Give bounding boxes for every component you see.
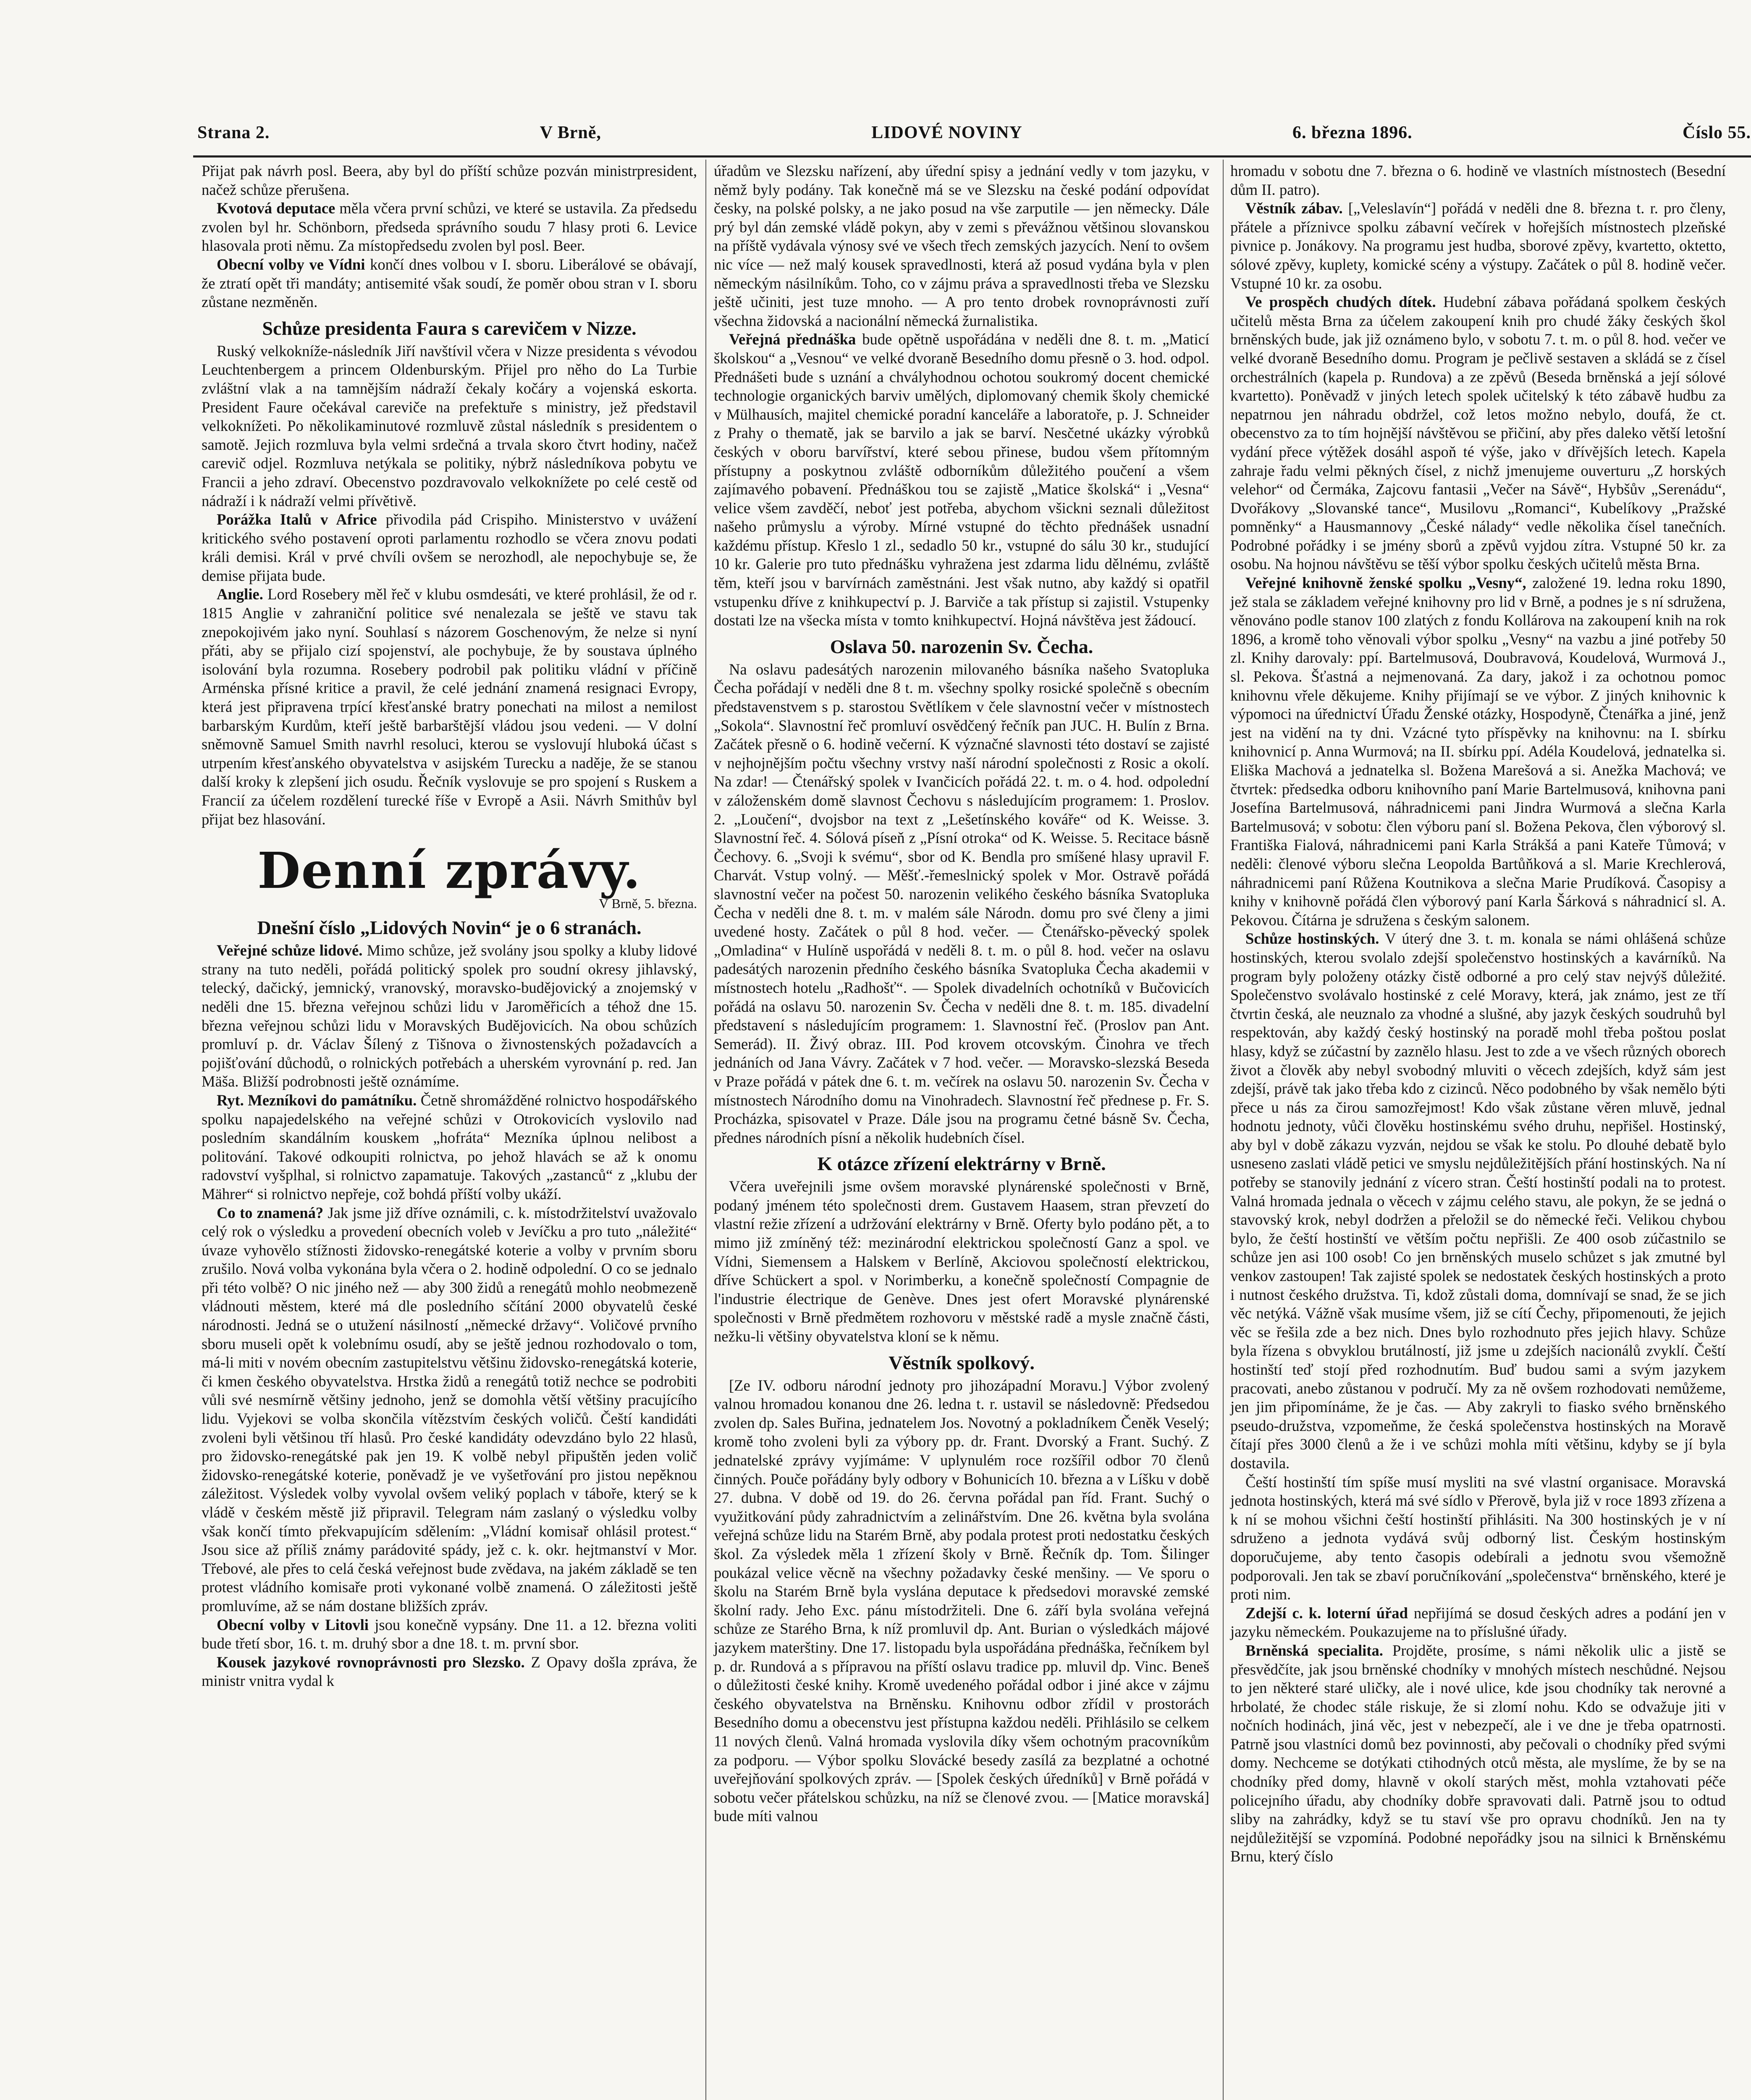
article-paragraph: hromadu v sobotu dne 7. března o 6. hodině ve vlastních místnostech (Besední dům II. patro).	[1230, 162, 1726, 198]
article-paragraph	[714, 330, 1209, 630]
article-headline: Schůze presidenta Faura s carevičem v Nizze.	[262, 317, 637, 339]
city: V Brně,	[540, 123, 601, 142]
article-headline: Veřejné knihovně ženské spolku „Vesny“,	[1245, 574, 1526, 592]
article-text: jsou konečně vypsány. Dne 11. a 12. března voliti bude třetí sbor, 16. t. m. druhý sbor a dne 18. t. m. první sbor.	[202, 1616, 697, 1652]
article-paragraph	[202, 199, 697, 255]
article-paragraph	[1230, 1641, 1726, 1866]
article-text: bude opětně uspořádána v neděli dne 8. t. m. „Maticí školskou“ a „Vesnou“ ve velké dvoraně Besedního domu přesně o 3. hod. odpol. Přednášeti bude s uznání a chvályhodnou ochotou soukromý docent chemické technologie organických barviv umělých, diplomovaný chemik školy chemické v Mülhausích, majitel chemické poradní kanceláře a laboratoře, p. J. Schneider z Prahy o thematě, jak se barvilo a jak se barví. Nesčetné ukázky výrobků českých v oboru barvířství, které sebou přinese, budou všem přítomným přístupny a poskytnou zvláště odborníkům důležitého poučení a všem zajímavého pobavení. Přednáškou tou se zajistě „Matice školská“ i „Vesna“ velice všem zavděčí, neboť jest potřeba, abychom všickni seznali důležitost našeho průmyslu a výroby. Mírné vstupné do těchto přednášek usnadní každému přístup. Křeslo 1 zl., sedadlo 50 kr., vstupné do sálu 30 kr., studující 10 kr. Galerie pro tuto přednášku vyhražena jest zdarma lidu dělnému, zvláště těm, kteří jsou v barvírnách zaměstnáni. Jest však nutno, aby každý si opatřil vstupenku dříve z knihkupectví p. J. Barviče a tak přístup si zajistil. Vstupenky dostati lze na všecka místa v tomto knihkupectví. Hojná návštěva jest žádoucí.	[714, 331, 1210, 629]
article-paragraph	[202, 585, 697, 829]
article-text: přivodila pád Crispiho. Ministerstvo v uvážení kritického svého postavení oproti parlamentu rozhodlo se včera znovu podati králi demisi. Král v prvé chvíli ovšem se nerozhodl, ale nepochybuje se, že demise přijata bude.	[202, 511, 697, 584]
column-3	[1230, 162, 1726, 2100]
column-divider	[705, 160, 706, 2100]
article-headline: Obecní volby v Litovli	[217, 1616, 369, 1633]
article-paragraph	[202, 1653, 697, 1690]
article-paragraph	[202, 255, 697, 312]
article-paragraph	[202, 941, 697, 1091]
article-paragraph	[1230, 1604, 1726, 1641]
issue-date: 6. března 1896.	[1292, 123, 1413, 142]
article-headline: K otázce zřízení elektrárny v Brně.	[817, 1153, 1106, 1175]
article-paragraph: [Ze IV. odboru národní jednoty pro jihozápadní Moravu.] Výbor zvolený valnou hromadou konanou dne 26. ledna t. r. ustavil se následovně: Předsedou zvolen dp. Sales Buřina, jednatelem Jos. Novotný a pokladníkem Čeněk Veselý; kromě toho zvoleni byli za výbory pp. dr. Frant. Dvorský a Frant. Suchý. Z jednatelské zprávy vyjímáme: V uplynulém roce rozšířil odbor 70 členů činných. Pouče pořádány byly odbory v Bohunicích 10. března a v Líšku v době 27. dubna. V době od 19. do 26. června pořádal pan říd. Frant. Suchý o využitkování půdy zahradnictvím a zelinářstvím. Dne 26. května byla svolána veřejná schůze lidu na Starém Brně, aby podala protest proti nedostatku českých škol. Za výsledek měla 1 zřízení školy v Brně. Řečník dp. Tom. Šilinger poukázal velice věcně na všechny požadavky české menšiny. — Ve sporu o školu na Starém Brně byla vyslána deputace k předsedovi moravské zemské školní rady. Jeho Exc. pánu místodržiteli. Dne 6. září byla svolána veřejná schůze ze Starého Brna, k níž promluvil dp. Ant. Burian o výsledkách májové jazykem materštiny. Dne 17. listopadu byla uspořádána přednáška, řečníkem byl p. dr. Rundová a s přípravou na příští oslavu tradice pp. mluvil dp. Vinc. Beneš o důležitosti české knihy. Kromě uvedeného pořádal odbor i jiné akce v zájmu českého obyvatelstva na Brněnsku. Knihovnu odbor zřídil v prostorách Besedního domu a obecenstvu jest přístupna každou neděli. Přihlásilo se celkem 11 nových členů. Valná hromada vyslovila díky všem ochotným pracovníkům za podporu. — Výbor spolku Slovácké besedy zasílá za bezplatné a ochotné uveřejňování spolkových zpráv. — [Spolek českých úředníků] v Brně pořádá v sobotu večer přátelskou schůzku, na níž se členové zvou. — [Matice moravská] bude míti valnou	[714, 1376, 1209, 1825]
article-headline: Kvotová deputace	[217, 200, 336, 217]
article-headline: Ve prospěch chudých dítek.	[1245, 293, 1436, 311]
section-title: Denní zprávy.	[257, 841, 641, 900]
article-headline: Anglie.	[217, 585, 263, 603]
article-text: založené 19. ledna roku 1890, jež stala se základem veřejné knihovny pro lid v Brně, a podnes je s ní sdružena, věnováno podle stanov 100 zlatých z fondu Kollárova na zakoupení knih na rok 1896, a kromě toho věnovali výbor spolku „Vesny“ na vazbu a jiné potřeby 50 zl. Knihy darovaly: ppí. Bartelmusová, Doubravová, Koudelová, Wurmová J., sl. Pekova. Šťastná a nejmenovaná. Za dary, jakož i za ochotnou pomoc knihovnu vřele děkujeme. Knihy přijímají se ve výbor. Z jiných knihovnic k výpomoci na úřednictví Úřadu Ženské otázky, Hospodyně, Čtenářka a jiné, jenž jest na vidění na ty dni. Vzácné tyto příspěvky na knihovnu: na I. sbírku knihovnicí p. Anna Wurmová; na II. sbírku ppí. Adéla Koudelová, jednatelka si. Eliška Machová a jednatelka sl. Božena Marešová a si. Anežka Machová; ve čtvrtek: předsedka odboru knihovního paní Marie Bartelmusová, knihovna pani Josefína Bartelmusová, náhradnicemi pani Jindra Wurmová a slečna Karla Bartelmusová; v sobotu: člen výboru paní sl. Božena Pekova, člen výborový sl. Františka Fialová, náhradnicemi pani Karla Strákšá a pani Kateře Tůmová; v neděli: členové výboru slečna Leopolda Bartůňková a sl. Marie Krechlerová, náhradnicemi paní Růžena Koutnikova a slečna Marie Prudíková. Časopisy a knihy v knihovně pořádá člen výborový paní Karla Šárková s náhradnicí sl. A. Pekovou. Čítárna je sdružena s českým salonem.	[1230, 574, 1726, 929]
column-divider	[1223, 160, 1224, 2100]
article-paragraph: Včera uveřejnili jsme ovšem moravské plynárenské společnosti v Brně, podaný jménem této společnosti drem. Gustavem Haasem, stran převzetí do vlastní režie zřízení a udržování elektrárny v Brně. Oferty bylo podáno pět, a to mimo již zmíněný též: mezinárodní elektrickou společností Ganz a spol. ve Vídni, Siemensem a Halskem v Berlíně, Akciovou společností elektrickou, dříve Schückert a spol. v Norimberku, a konečně společností Compagnie de l'industrie électrique de Genève. Dnes jest ofert Moravské plynárenské společnosti v Brně předmětem rozhovoru v městské radě a mysle značně části, nežku-li většiny obyvatelstva kloní se k němu.	[714, 1178, 1209, 1345]
article-headline: Veřejná přednáška	[729, 331, 856, 348]
article-text: Četně shromážděné rolnictvo hospodářského spolku napajedelského na veřejné schůzi v Otrokovicích vyslovilo nad posledním skandálním kouskem „hofráta“ Mezníka úplnou nelibost a politování. Takové odkoupiti rolnictva, po jehož hlavách se až k onomu radovství vyšplhal, si rolnictvo zapamatuje. Takových „zastanců“ z „klubu der Mährer“ si rolnictvo nepřeje, což bohdá příští volby ukáží.	[202, 1091, 697, 1202]
article-headline: Ryt. Mezníkovi do památníku.	[217, 1091, 417, 1109]
article-paragraph: Přijat pak návrh posl. Beera, aby byl do příští schůze pozván ministrpresident, načež schůze přerušena.	[202, 162, 697, 198]
article-paragraph: Na oslavu padesátých narozenin milovaného básníka našeho Svatopluka Čecha pořádají v neděli dne 8 t. m. všechny spolky rosické společně s obecním představenstvem s p. starostou Světlíkem v čele slavnostní večer v místnostech „Sokola“. Slavnostní řeč promluví osvědčený řečník pan JUC. H. Bulín z Brna. Začátek přesně o 6. hodině večerní. K význačné slavnosti této dostaví se zajisté v nejhojnějším počtu všechny vrstvy naší národní společnosti z Rosic a okolí. Na zdar! — Čtenářský spolek v Ivančicích pořádá 22. t. m. o 4. hod. odpolední v záloženském domě slavnost Čechovu s následujícím programem: 1. Proslov. 2. „Loučení“, dvojsbor na text z „Lešetínského kováře“ od K. Weisse. 3. Slavnostní řeč. 4. Sólová píseň z „Písní otroka“ od K. Weisse. 5. Recitace básně Čechovy. 6. „Svoji k svému“, sbor od K. Bendla pro smíšené hlasy upravil F. Charvát. Vstup volný. — Měšť.-řemeslnický spolek v Mor. Ostravě pořádá slavnostní večer na počest 50. narozenin velikého českého básníka Svatopluka Čecha v neděli dne 8. t. m. v malém sále Národn. domu pro své členy a jimi uvedené hosty. Začátek o půl 8 hod. večer. — Čtenářsko-pěvecký spolek „Omladina“ v Hulíně uspořádá v neděli 8. t. m. o půl 8. hod. večer na oslavu padesátých narozenin předního českého básníka Svatopluka Čecha akademii v místnostech hotelu „Radhošť“. — Spolek divadelních ochotníků v Bučovicích pořádá na oslavu 50. narozenin Sv. Čecha v neděli dne 8. t. m. 185. divadelní představení s následujícím programem: 1. Slavnostní řeč. (Proslov pan Ant. Semerád). II. Živý obraz. III. Pod krovem otcovským. Činohra ve třech jednáních od Jana Vávry. Začátek v 7 hod. večer. — Moravsko-slezská Beseda v Praze pořádá v pátek dne 6. t. m. večírek na oslavu 50. narozenin Sv. Čecha v místnostech Národního domu na Vinohradech. Slavnostní řeč přednese p. Fr. S. Procházka, spisovatel v Praze. Dále jsou na programu četné básně Sv. Čecha, přednes národních písní a několik hudebních čísel.	[714, 660, 1209, 1146]
article-paragraph	[1230, 199, 1726, 293]
article-headline: Dnešní číslo „Lidových Novin“ je o 6 stranách.	[257, 917, 642, 939]
article-text: [„Veleslavín“] pořádá v neděli dne 8. března t. r. pro členy, přátele a příznivce spolku zábavní večírek v hořejších místnostech plzeňské pivnice p. Jonákovy. Na programu jest hudba, sborové zpěvy, kvartetto, oktetto, sólové zpěvy, kuplety, komické scény a výstupy. Začátek o půl 8. hodině večer. Vstupné 10 kr. za osobu.	[1230, 200, 1726, 292]
article-text: Jak jsme již dříve oznámili, c. k. místodržitelství uvažovalo celý rok o výsledku a provedení obecních voleb v Jevíčku a pro tuto „náležité“ úvaze vyhovělo stížnosti židovsko-renegátské koterie a volby v prvním sboru zrušilo. Nová volba vykonána byla včera o 2. hodině odpolední. O co se jednalo při této volbě? O nic jiného než — aby 300 židů a renegátů mohlo neobmezeně vládnouti městem, které má dle posledního sčítání 2000 obyvatelů české národnosti. Jedná se o utužení násilností „německé državy“. Voličové prvního sboru museli opět k volebnímu osudí, aby se ještě jednou rozhodovalo o tom, má-li miti v novém obecním zastupitelstvu většinu židovsko-renegátská koterie, či kmen českého obyvatelstva. Hrstka židů a renegátů totiž nechce se podrobiti vůli své nesmírně většiny jednoho, jenž se domohla větší většiny pracujícího lidu. Vyjekovi se volba skončila vítězstvím českých voličů. Čeští kandidáti zvoleni byli většinou tří hlasů. Pro české kandidáty odevzdáno bylo 22 hlasů, pro židovsko-renegátské pak jen 19. K volbě nebyl připuštěn jeden volič židovsko-renegátské koterie, poněvadž je ve vyšetřování pro jistou nepěknou záležitost. Výsledek volby vyvolal ovšem veliký poplach v táboře, který se k vládě v českém městě již připravil. Telegram nám zaslaný o výsledku volby však končí tímto překvapujícím sdělením: „Vládní komisař ohlásil protest.“ Jsou sice až příliš známy parádovité spády, jež c. k. okr. hejtmanství v Mor. Třebové, ale přes to celá česká veřejnost bude zvědava, na jakém základě se ten protest vládního komisaře proti vykonané volbě znamená. O záležitosti ještě promluvíme, až se nám dostane bližších zpráv.	[202, 1204, 697, 1614]
article-headline: Oslava 50. narozenin Sv. Čecha.	[830, 635, 1093, 657]
article-text: končí dnes volbou v I. sboru. Liberálové se obávají, že ztratí opět tři mandáty; antisemité však soudí, že poměr obou stran v I. sboru zůstane nezměněn.	[202, 255, 697, 311]
issue-number: Číslo 55.	[1682, 123, 1751, 142]
article-text: Mimo schůze, jež svolány jsou spolky a kluby lidové strany na tuto neděli, pořádá politický spolek pro soudní okresy jihlavský, telecký, dačický, jemnický, vranovský, moravsko-budějovický a znojemský v neděli dne 15. března veřejnou schůzi lidu v Jaroměřicích a téhož dne 15. března veřejnou schůzi lidu v Moravských Budějovicích. Na obou schůzích promluví p. dr. Václav Šílený z Tišnova o živnostenských požadavcích a pojišťování důchodů, o rolnických potřebách a uherském vyrovnání p. red. Jan Mäša. Bližší podrobnosti ještě oznámíme.	[202, 942, 697, 1090]
article-text: nepřijímá se dosud českých adres a podání jen v jazyku německém. Poukazujeme na to příslušné úřady.	[1230, 1604, 1726, 1641]
article-headline: Brněnská specialita.	[1245, 1641, 1383, 1659]
article-text: Z Opavy došla zpráva, že ministr vnitra vydal k	[202, 1653, 697, 1690]
article-paragraph	[202, 510, 697, 585]
masthead-rule	[193, 155, 1751, 158]
article-headline: Schůze hostinských.	[1245, 930, 1379, 948]
article-headline: Obecní volby ve Vídni	[217, 255, 365, 273]
article-headline: Věstník spolkový.	[889, 1352, 1035, 1373]
page-number: Strana 2.	[197, 123, 270, 142]
article-paragraph: Ruský velkokníže-následník Jiří navštívil včera v Nizze presidenta s vévodou Leuchtenbergem a princem Oldenburským. Přijel pro něho do La Turbie zvláštní vlak a na tamnějším nádraží čekaly kočáry a vojenská eskorta. President Faure očekával careviče na prefektuře s ministry, jež představil velkoknížeti. Po několikaminutové rozmluvě zůstal následník s presidentem o samotě. Jejich rozmluva byla velmi srdečná a trvala skoro čtvrt hodiny, načež carevič odjel. Rozmluva netýkala se politiky, nýbrž následníkova pobytu ve Francii a jeho zdraví. Obecenstvo pozdravovalo velkoknížete po celé cestě od nádraží i k nádraží velmi přívětivě.	[202, 342, 697, 509]
article-headline: Zdejší c. k. loterní úřad	[1245, 1604, 1408, 1622]
article-paragraph: úřadům ve Slezsku nařízení, aby úřední spisy a jednání vedly v tom jazyku, v němž byly podány. Tak konečně má se ve Slezsku na české podání odpovídat česky, na polské polsky, a ne jako posud na vše zarputile — jen německy. Dále prý byl dán zemské vládě pokyn, aby v zemi s převážnou většinou slovanskou na příště vydávala výnosy své ve všech třech zemských jazycích. Není to ovšem nic více — než malý kousek spravedlnosti, která až posud vydána byla v plen německým násilníkům. Toho, co v zájmu práva a spravedlnosti třeba ve Slezsku ještě učiniti, jest tuze mnoho. — A pro tento drobek rovnoprávnosti zuří všechna židovská a nacionální německá žurnalistika.	[714, 162, 1209, 329]
article-headline: Co to znamená?	[217, 1204, 324, 1221]
article-text: Hudební zábava pořádaná spolkem českých učitelů města Brna za účelem zakoupení knih pro chudé žáky českých škol brněnských bude, jak již oznámeno bylo, v sobotu 7. t. m. o půl 8. hod. večer ve velké dvoraně Besedního domu. Program je pečlivě sestaven a skládá se z čísel orchestrálních (kapela p. Rundova) a ze zpěvů (Beseda brněnská a její sólové kvartetto). Poněvadž v jiných letech spolek učitelský k této zábavě hudbu za nepatrnou jen náhradu obdržel, což letos možno nebylo, doufá, že ct. obecenstvo za to tím hojnější návštěvou se přičiní, aby přes daleko větší letošní vydání přece výtěžek dosáhl aspoň té výše, jako v dřívějších letech. Kapela zahraje řadu velmi pěkných čísel, z nichž jmenujeme ouverturu „Z horských velehor“ od Čermáka, Zajcovu fantasii „Večer na Sávě“, Hybšův „Serenádu“, Dvořákovy „Slovanské tance“, Musilovu „Romanci“, Kubelíkovy „Pražské pomněnky“ a Hausmannovy „České nálady“ vedle několika čísel tanečních. Podrobné pořádky i se jmény sborů a zpěvů vyjdou zítra. Vstupné 50 kr. za osobu. Na hojnou návštěvu se těší výbor spolku českých učitelů města Brna.	[1230, 293, 1726, 573]
article-headline: Porážka Italů v Africe	[217, 511, 377, 528]
masthead	[197, 123, 1751, 152]
article-paragraph	[202, 1091, 697, 1204]
article-text: Projděte, prosíme, s námi několik ulic a jistě se přesvědčíte, jak jsou brněnské chodníky v mnohých místech neschůdné. Nejsou to jen některé staré uličky, ale i nové ulice, kde jsou chodníky tak nerovné a hrbolaté, že chodec stále riskuje, že si zlomí nohu. Kdo se odvažuje jiti v nočních hodinách, jiná věc, jest v nebezpečí, ale i ve dne je třeba opatrnosti. Patrně jsou vlastníci domů bez povinnosti, aby pečovali o chodníky před svými domy. Nechceme se dotýkati ctihodných otců města, ale myslíme, že by se na chodníky před domy, hlavně v okolí starých měst, mohla vztahovati péče policejního úřadu, aby chodníky dobře spravovati dali. Patrně jsou to odtud sliby na zahrádky, když se tu staví vše pro opravu chodníků. Jen na ty nejdůležitější se vzpomíná. Podobné nepořádky jsou na silnici k Brněnskému Brnu, který číslo	[1230, 1641, 1726, 1865]
article-headline: Veřejné schůze lidové.	[217, 942, 363, 959]
column-1	[202, 162, 697, 2100]
article-headline: Věstník zábav.	[1245, 200, 1343, 217]
dateline: V Brně, 5. března.	[599, 896, 697, 911]
article-text: měla včera první schůzi, ve které se ustavila. Za předsedu zvolen byl hr. Schönborn, předseda správního soudu 7 hlasy proti 6. Levice hlasovala proti němu. Za místopředsedu zvolen byl posl. Beer.	[202, 200, 697, 255]
article-headline: Kousek jazykové rovnoprávnosti pro Slezsko.	[217, 1653, 525, 1671]
article-text: V úterý dne 3. t. m. konala se námi ohlášená schůze hostinských, kterou svolalo zdejší společenstvo hostinských a kavárníků. Na program byly položeny otázky čistě odborné a pro celý stav nejvýš důležité. Společenstvo svolávalo hostinské z celé Moravy, která, jak známo, jest ze tří čtvrtin česká, ale neuznalo za vhodné a slušné, aby jazyk českých soudruhů byl respektován, aby každý český hostinský na poradě mohl třeba poštou poslat hlasy, když se zúčastní by zaznělo hlasu. Jest to zde a ve všech různých oborech život a člověk aby nebyl svobodný mluviti o věcech zdejších, když sám jest zdejší, právě tak jako třeba kdo z cizinců. Něco podobného by však nemělo býti přece u nás za čirou samozřejmost! Kdo však zůstane věren mluvě, jednal hodnotu jednoty, vůči člověku hostinskému svého druhu, nepřišel. Hostinský, aby byl v době zákazu vyzván, nejdou se však ke stolu. Po dlouhé debatě bylo usneseno zaslati vládě petici ve smyslu nejdůležitějších přání hostinských. Na ní potřeby se stanovily jednání z vícero stran. Čeští hostinští podali na to protest. Valná hromada jednala o věcech v zájmu celého stavu, ale pokyn, že se jedná o stavovský krok, nebyl dodržen a přeložil se do německé řeči. Velikou chybou bylo, že čeští hostinští ve větším počtu nepřišli. Ze 400 osob zúčastnilo se schůze jen asi 100 osob! Co jen brněnských muselo schůzet s jak zmutné byl venkov zastoupen! Tak zajisté spolek se nedostatek českých hostinských a proto i nutnost českého družstva. Ti, kdož zůstali doma, domnívají se snad, že se jich věc netýká. Vážně však musíme všem, již se cítí Čechy, připomenouti, že jejich věc se řešila zde a bez nich. Dnes bylo rozhodnuto přes jejich hlavy. Schůze byla řízena s obvyklou brutálností, již jsme u zdejších nacionálů zvyklí. Čeští hostinští teď stojí před rozhodnutím. Buď budou sami a svým jazykem pracovati, anebo zůstanou v područí. My za ně ovšem rozhodovati nemůžeme, jen jim připomínáme, že je čas. — Aby zakryli to fiasko svého brněnského pseudo-družstva, vzpomeňme, že česká společenstva hostinských na Moravě čítají přes 3000 členů a že i ve schůzi mohla míti většinu, kdyby se jí byla dostavila.	[1230, 930, 1726, 1472]
article-paragraph: Čeští hostinští tím spíše musí mysliti na své vlastní organisace. Moravská jednota hostinských, která má své sídlo v Přerově, byla již v roce 1893 zřízena a k ní se mohou všichni čeští hostinští přihlásiti. Na 300 hostinských je v ní sdruženo a jednota vydává svůj odborný list. Českým hostinským doporučujeme, aby tento časopis odebírali a jednotu svou všemožně podporovali. Jen tak se zbaví poručníkování „společenstva“ brněnského, které je proti nim.	[1230, 1473, 1726, 1603]
article-paragraph	[1230, 929, 1726, 1473]
column-2	[714, 162, 1209, 2100]
article-text: Lord Rosebery měl řeč v klubu osmdesáti, ve které prohlásil, že od r. 1815 Anglie v zahraniční politice své nenalezala se ještě ve stavu tak znepokojivém jako nyní. Souhlasí s názorem Goschenovým, že nelze si nyní přáti, aby se přijalo cizí spojenství, ale pochybuje, že by soustava úplného isolování byla rozumna. Rosebery podrobil pak politiku vládní v příčině Arménska přísné kritice a pravil, že celé jednání znamená resignaci Evropy, která jest připravena trpící křesťanské bratry ponechati na milost a nemilost barbarským Kurdům, kteří ještě barbarštější vládou jsou vedeni. — V dolní sněmovně Samuel Smith navrhl resoluci, kterou se vyslovují hluboká účast s utrpením křesťanského obyvatelstva v asijském Turecku a naděje, že se stanou další kroky k zlepšení jich osudu. Řečník vyslovuje se pro spojení s Ruskem a Francií za účelem rozdělení turecké říše v Evropě a Asii. Návrh Smithův byl přijat bez hlasování.	[202, 585, 697, 828]
article-paragraph	[1230, 574, 1726, 929]
article-paragraph	[1230, 293, 1726, 574]
article-paragraph	[202, 1616, 697, 1653]
newspaper-title: LIDOVÉ NOVINY	[871, 123, 1022, 142]
article-paragraph	[202, 1204, 697, 1616]
